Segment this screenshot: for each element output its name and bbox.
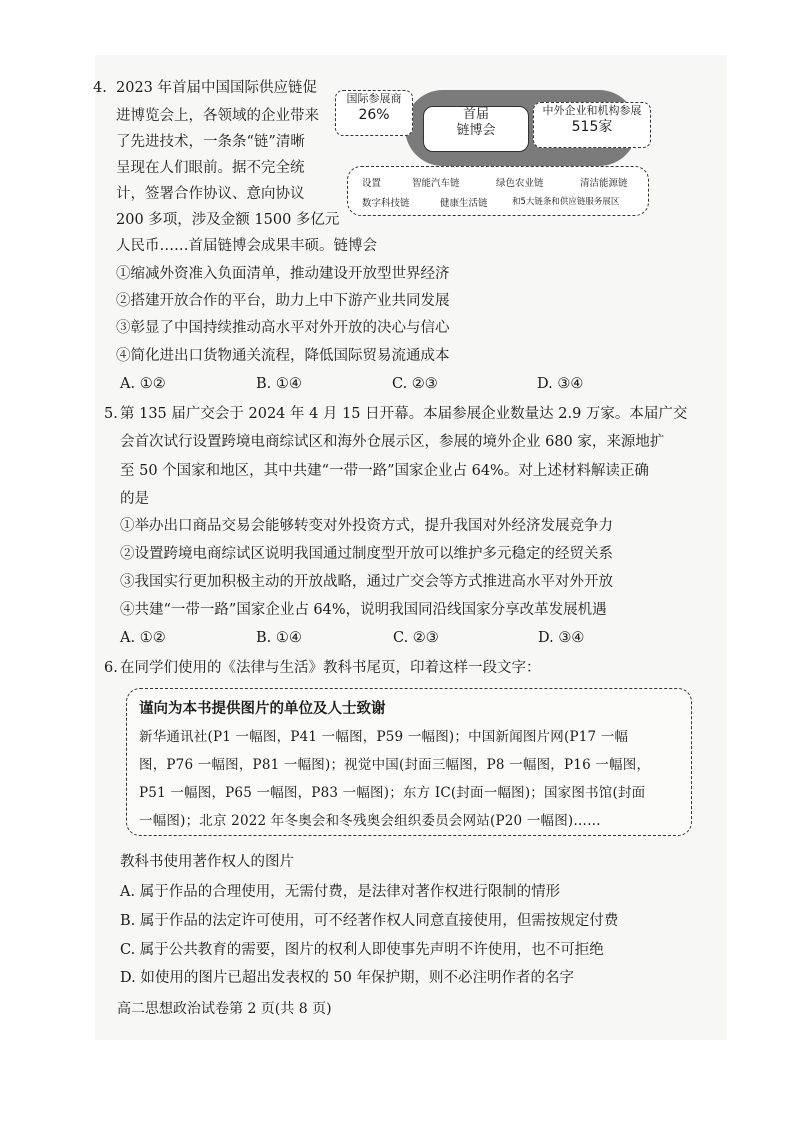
q4-text-line: 计，签署合作协议、意向协议 (116, 186, 305, 202)
acknowledgement-line: P51 一幅图，P65 一幅图，P83 一幅图)；东方 IC(封面一幅图)；国家图书馆(封面 (139, 785, 646, 801)
q5-text-line: 至 50 个国家和地区，其中共建“一带一路”国家企业占 64%。对上述材料解读正确 (120, 463, 649, 479)
q4-text-line: 200 多项，涉及金额 1500 多亿元 (116, 212, 340, 228)
q6-option-b: B. 属于作品的法定许可使用，可不经著作权人同意直接使用，但需按规定付费 (120, 913, 619, 929)
q4-option-a: A. ①② (120, 376, 166, 392)
q5-item: ④共建“一带一路”国家企业占 64%，说明我国同沿线国家分享改革发展机遇 (120, 602, 607, 618)
q5-option-c: C. ②③ (393, 630, 439, 646)
acknowledgement-heading: 谨向为本书提供图片的单位及人士致谢 (139, 701, 386, 717)
q6-option-c: C. 属于公共教育的需要，图片的权利人即使事先声明不许使用，也不可拒绝 (120, 942, 604, 958)
q5-text-line: 会首次试行设置跨境电商综试区和海外仓展示区，参展的境外企业 680 家，来源地扩 (120, 434, 665, 450)
q4-item: ②搭建开放合作的平台，助力上中下游产业共同发展 (116, 293, 450, 309)
q5-item: ②设置跨境电商综试区说明我国通过制度型开放可以维护多元稳定的经贸关系 (120, 546, 613, 562)
diagram-center-box (423, 106, 529, 152)
right-box-value: 515家 (571, 119, 613, 135)
q4-text-line: 2023 年首届中国国际供应链促 (116, 80, 318, 96)
center-box-line2: 链博会 (456, 123, 496, 138)
q4-text-line: 进博览会上，各领域的企业带来 (116, 108, 319, 124)
q5-option-a: A. ①② (120, 630, 166, 646)
q5-number: 5. (104, 406, 118, 422)
q4-text-line: 呈现在人们眼前。据不完全统 (116, 160, 305, 176)
q4-option-c: C. ②③ (392, 376, 438, 392)
q5-item: ③我国实行更加积极主动的开放战略，通过广交会等方式推进高水平对外开放 (120, 574, 613, 590)
right-box-label: 中外企业和机构参展 (542, 104, 642, 117)
q5-text-line: 第 135 届广交会于 2024 年 4 月 15 日开幕。本届参展企业数量达 2.9 万家。本届广交 (120, 406, 688, 422)
q6-stem: 教科书使用著作权人的图片 (120, 854, 294, 870)
diagram-chains-box (347, 166, 649, 216)
q5-text-line: 的是 (120, 491, 149, 507)
q4-item: ①缩减外资准入负面清单，推动建设开放型世界经济 (116, 266, 450, 282)
q4-item: ③彰显了中国持续推动高水平对外开放的决心与信心 (116, 320, 450, 336)
page-footer: 高二思想政治试卷第 2 页(共 8 页) (117, 1001, 332, 1017)
acknowledgement-line: 一幅图)；北京 2022 年冬奥会和冬残奥会组织委员会网站(P20 一幅图)…… (139, 813, 601, 829)
q6-intro: 在同学们使用的《法律与生活》教科书尾页，印着这样一段文字： (120, 660, 541, 676)
q4-number: 4. (93, 80, 107, 96)
q6-option-a: A. 属于作品的合理使用，无需付费，是法律对著作权进行限制的情形 (120, 884, 561, 900)
chain-label: 清洁能源链 (580, 178, 628, 189)
chain-label: 绿色农业链 (496, 178, 544, 189)
q5-option-d: D. ③④ (538, 630, 585, 646)
left-box-label: 国际参展商 (346, 92, 402, 105)
q4-text-line: 人民币……首届链博会成果丰硕。链博会 (116, 238, 377, 254)
chain-label: 数字科技链 (362, 198, 410, 209)
chain-label: 设置 (362, 178, 382, 189)
left-box-value: 26% (358, 107, 390, 123)
acknowledgement-line: 新华通讯社(P1 一幅图，P41 一幅图，P59 一幅图)；中国新闻图片网(P17 一幅 (139, 729, 629, 745)
q6-number: 6. (104, 660, 118, 676)
chain-label: 和5大链条和供应链服务展区 (512, 197, 620, 207)
q4-option-d: D. ③④ (537, 376, 584, 392)
q6-option-d: D. 如使用的图片已超出发表权的 50 年保护期，则不必注明作者的名字 (120, 970, 574, 986)
q4-option-b: B. ①④ (256, 376, 302, 392)
diagram-right-box (533, 102, 651, 148)
supply-chain-expo-diagram (335, 88, 653, 220)
acknowledgement-line: 图，P76 一幅图，P81 一幅图)；视觉中国(封面三幅图，P8 一幅图，P16 一幅图， (139, 757, 651, 773)
q5-option-b: B. ①④ (256, 630, 302, 646)
center-box-line1: 首届 (462, 107, 489, 122)
q4-text-line: 了先进技术，一条条“链”清晰 (116, 134, 305, 150)
chain-label: 健康生活链 (440, 198, 488, 209)
q4-item: ④简化进出口货物通关流程，降低国际贸易流通成本 (116, 348, 450, 364)
chain-label: 智能汽车链 (412, 178, 460, 189)
diagram-left-box (335, 90, 413, 136)
acknowledgement-box (126, 688, 692, 836)
q5-item: ①举办出口商品交易会能够转变对外投资方式，提升我国对外经济发展竞争力 (120, 518, 613, 534)
